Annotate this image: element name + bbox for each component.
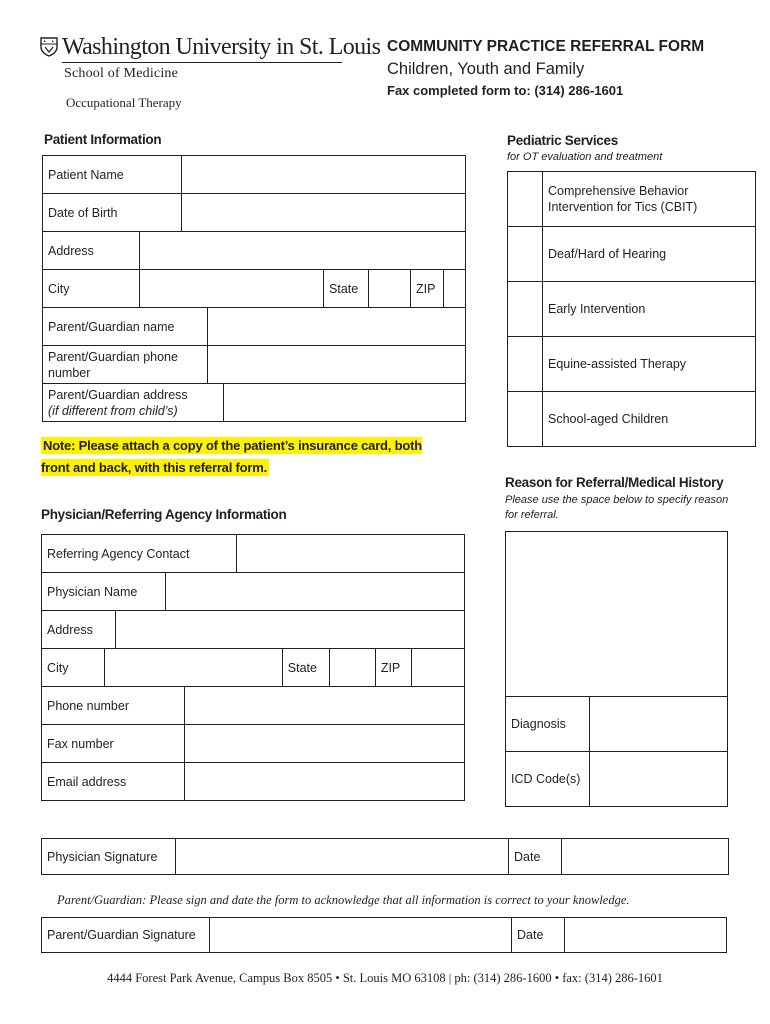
patient-state-label: State xyxy=(324,270,369,308)
email-label: Email address xyxy=(42,763,185,801)
fax-field[interactable] xyxy=(184,725,464,763)
patient-city-label: City xyxy=(43,270,140,308)
service-label-cbit: Comprehensive Behavior Intervention for Tics (CBIT) xyxy=(543,172,756,227)
service-checkbox-cbit[interactable] xyxy=(508,172,543,227)
service-checkbox-deaf[interactable] xyxy=(508,227,543,282)
physician-zip-field[interactable] xyxy=(412,649,465,687)
patient-address-label: Address xyxy=(43,232,140,270)
physician-signature-label: Physician Signature xyxy=(42,839,176,875)
pediatric-services-heading: Pediatric Services xyxy=(507,133,618,148)
physician-date-field[interactable] xyxy=(562,839,729,875)
agency-contact-field[interactable] xyxy=(237,535,465,573)
guardian-address-note: (if different from child’s) xyxy=(48,403,178,418)
guardian-address-label xyxy=(43,384,224,422)
fax-instruction: Fax completed form to: (314) 286-1601 xyxy=(387,83,624,98)
pediatric-services-table xyxy=(507,171,756,447)
service-label-early-intervention: Early Intervention xyxy=(543,282,756,337)
physician-name-field[interactable] xyxy=(166,573,465,611)
service-checkbox-equine[interactable] xyxy=(508,337,543,392)
patient-state-field[interactable] xyxy=(369,270,411,308)
guardian-signature-table xyxy=(41,917,727,953)
phone-field[interactable] xyxy=(184,687,464,725)
icd-label: ICD Code(s) xyxy=(506,752,590,807)
guardian-date-label: Date xyxy=(512,918,565,953)
university-name: Washington University in St. Louis xyxy=(62,34,381,60)
physician-address-label: Address xyxy=(42,611,116,649)
patient-name-label: Patient Name xyxy=(43,156,182,194)
reason-heading: Reason for Referral/Medical History xyxy=(505,475,724,490)
department-name: Occupational Therapy xyxy=(66,95,182,110)
reason-table xyxy=(505,531,728,807)
physician-state-label: State xyxy=(282,649,330,687)
physician-city-label: City xyxy=(42,649,105,687)
service-label-school-aged: School-aged Children xyxy=(543,392,756,447)
university-logo xyxy=(40,34,380,60)
guardian-name-label: Parent/Guardian name xyxy=(43,308,208,346)
guardian-address-field[interactable] xyxy=(224,384,466,422)
pediatric-services-subheading: for OT evaluation and treatment xyxy=(507,151,663,163)
agency-contact-label: Referring Agency Contact xyxy=(42,535,237,573)
university-shield-icon xyxy=(40,37,58,57)
icd-field[interactable] xyxy=(590,752,728,807)
patient-address-field[interactable] xyxy=(140,232,466,270)
dob-field[interactable] xyxy=(182,194,466,232)
footer-address: 4444 Forest Park Avenue, Campus Box 8505 • St. Louis MO 63108 | ph: (314) 286-1600 • fax: (314) 286-1601 xyxy=(107,971,663,985)
guardian-signature-label: Parent/Guardian Signature xyxy=(42,918,210,953)
physician-signature-field[interactable] xyxy=(176,839,509,875)
insurance-note-text: Note: Please attach a copy of the patient’s insurance card, both front and back, with this referral form. xyxy=(41,438,422,475)
patient-zip-label: ZIP xyxy=(411,270,444,308)
guardian-date-field[interactable] xyxy=(565,918,727,953)
phone-label: Phone number xyxy=(42,687,185,725)
physician-signature-table xyxy=(41,838,729,875)
dob-label: Date of Birth xyxy=(43,194,182,232)
service-checkbox-school-aged[interactable] xyxy=(508,392,543,447)
physician-date-label: Date xyxy=(509,839,562,875)
guardian-address-text: Parent/Guardian address xyxy=(48,387,188,402)
school-name: School of Medicine xyxy=(64,66,179,81)
physician-state-field[interactable] xyxy=(330,649,376,687)
patient-zip-field[interactable] xyxy=(444,270,466,308)
reason-subheading: Please use the space below to specify reason for referral. xyxy=(505,494,729,521)
physician-info-table xyxy=(41,534,465,801)
form-subtitle: Children, Youth and Family xyxy=(387,60,585,78)
guardian-phone-label: Parent/Guardian phone number xyxy=(43,346,208,384)
reason-textarea[interactable] xyxy=(506,532,728,697)
form-title: COMMUNITY PRACTICE REFERRAL FORM xyxy=(387,38,705,55)
service-label-equine: Equine-assisted Therapy xyxy=(543,337,756,392)
guardian-phone-field[interactable] xyxy=(208,346,466,384)
physician-zip-label: ZIP xyxy=(375,649,411,687)
patient-info-heading: Patient Information xyxy=(44,132,162,147)
patient-info-table xyxy=(42,155,466,422)
diagnosis-field[interactable] xyxy=(590,697,728,752)
patient-name-field[interactable] xyxy=(182,156,466,194)
insurance-note xyxy=(41,435,441,479)
patient-city-field[interactable] xyxy=(140,270,324,308)
physician-info-heading: Physician/Referring Agency Information xyxy=(41,507,287,522)
email-field[interactable] xyxy=(184,763,464,801)
fax-label: Fax number xyxy=(42,725,185,763)
guardian-acknowledgement: Parent/Guardian: Please sign and date the form to acknowledge that all information is correct to your knowledge. xyxy=(57,893,630,907)
physician-name-label: Physician Name xyxy=(42,573,166,611)
physician-address-field[interactable] xyxy=(115,611,464,649)
guardian-name-field[interactable] xyxy=(208,308,466,346)
physician-city-field[interactable] xyxy=(104,649,282,687)
diagnosis-label: Diagnosis xyxy=(506,697,590,752)
service-label-deaf: Deaf/Hard of Hearing xyxy=(543,227,756,282)
logo-divider xyxy=(62,62,342,63)
guardian-signature-field[interactable] xyxy=(210,918,512,953)
service-checkbox-early-intervention[interactable] xyxy=(508,282,543,337)
